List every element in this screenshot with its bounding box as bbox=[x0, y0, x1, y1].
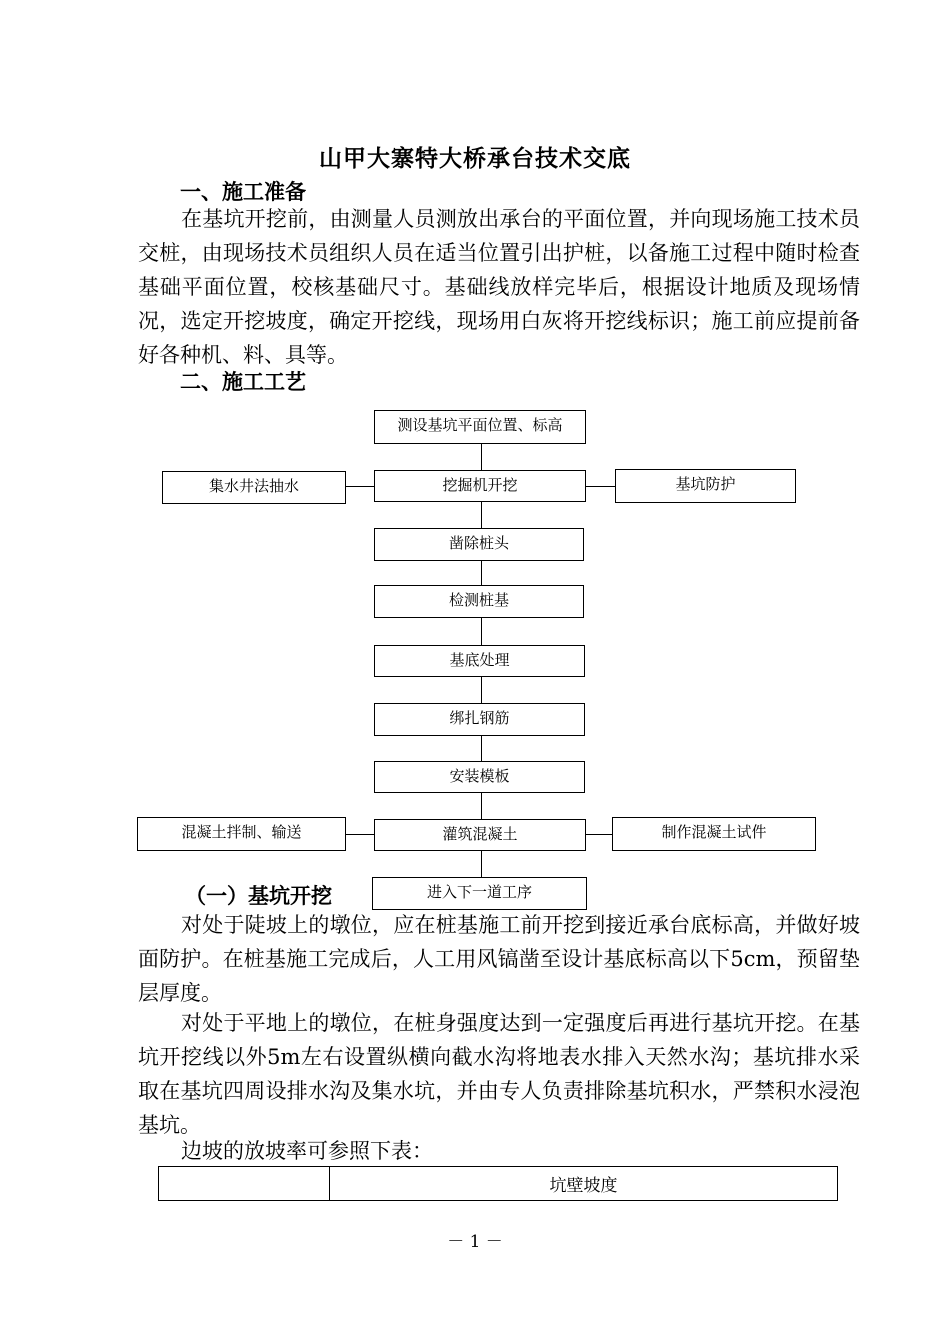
flow-step-formwork: 安装模板 bbox=[374, 761, 585, 793]
flow-connector bbox=[346, 834, 374, 835]
excavation-paragraph-1: 对处于陡坡上的墩位，应在桩基施工前开挖到接近承台底标高，并做好坡面防护。在桩基施工完成后，人工用风镐凿至设计基底标高以下5cm，预留垫层厚度。 bbox=[138, 913, 860, 1005]
flow-connector bbox=[481, 793, 482, 819]
flow-side-concrete-samples: 制作混凝土试件 bbox=[612, 817, 816, 851]
flow-step-test-pile: 检测桩基 bbox=[374, 585, 584, 618]
flow-step-rebar: 绑扎钢筋 bbox=[374, 703, 585, 736]
flow-connector bbox=[481, 561, 482, 585]
section-heading-preparation: 一、施工准备 bbox=[180, 179, 306, 204]
flow-side-concrete-mixing: 混凝土拌制、输送 bbox=[137, 817, 346, 851]
excavation-paragraph-2: 对处于平地上的墩位，在桩身强度达到一定强度后再进行基坑开挖。在基坑开挖线以外5m左右设置纵横向截水沟将地表水排入天然水沟；基坑排水采取在基坑四周设排水沟及集水坑，并由专人负责排除基坑积水，严禁积水浸泡基坑。 bbox=[138, 1011, 860, 1137]
flow-step-pour-concrete: 灌筑混凝土 bbox=[374, 819, 586, 851]
flow-step-excavate: 挖掘机开挖 bbox=[374, 470, 586, 502]
flow-side-pit-protection: 基坑防护 bbox=[615, 469, 796, 503]
page-number: － 1 － bbox=[447, 1232, 503, 1252]
flow-connector bbox=[481, 851, 482, 877]
flow-step-cut-pile-head: 凿除桩头 bbox=[374, 528, 584, 561]
flow-connector bbox=[586, 834, 612, 835]
slope-table-intro: 边坡的放坡率可参照下表： bbox=[181, 1139, 433, 1163]
section-heading-process: 二、施工工艺 bbox=[180, 369, 306, 394]
flow-connector bbox=[481, 618, 482, 645]
table-row bbox=[159, 1167, 838, 1201]
flow-step-base-treatment: 基底处理 bbox=[374, 645, 585, 677]
table-cell: 坑壁坡度 bbox=[330, 1167, 838, 1201]
flow-connector bbox=[481, 677, 482, 703]
table-cell bbox=[159, 1167, 330, 1201]
flow-step-survey: 测设基坑平面位置、标高 bbox=[374, 410, 586, 444]
flow-step-next-process: 进入下一道工序 bbox=[372, 877, 587, 910]
flow-connector bbox=[586, 486, 615, 487]
slope-table bbox=[158, 1166, 838, 1201]
preparation-paragraph: 在基坑开挖前，由测量人员测放出承台的平面位置，并向现场施工技术员交桩，由现场技术员组织人员在适当位置引出护桩，以备施工过程中随时检查基础平面位置，校核基础尺寸。基础线放样完毕后，根据设计地质及现场情况，选定开挖坡度，确定开挖线，现场用白灰将开挖线标识；施工前应提前备好各种机、料、具等。 bbox=[138, 207, 860, 367]
subsection-heading-excavation: （一）基坑开挖 bbox=[185, 883, 332, 908]
flow-side-pump-water: 集水井法抽水 bbox=[162, 471, 346, 504]
flow-connector bbox=[481, 502, 482, 528]
document-title: 山甲大寨特大桥承台技术交底 bbox=[319, 145, 631, 172]
flow-connector bbox=[481, 444, 482, 470]
flow-connector bbox=[481, 736, 482, 761]
flow-connector bbox=[346, 486, 374, 487]
